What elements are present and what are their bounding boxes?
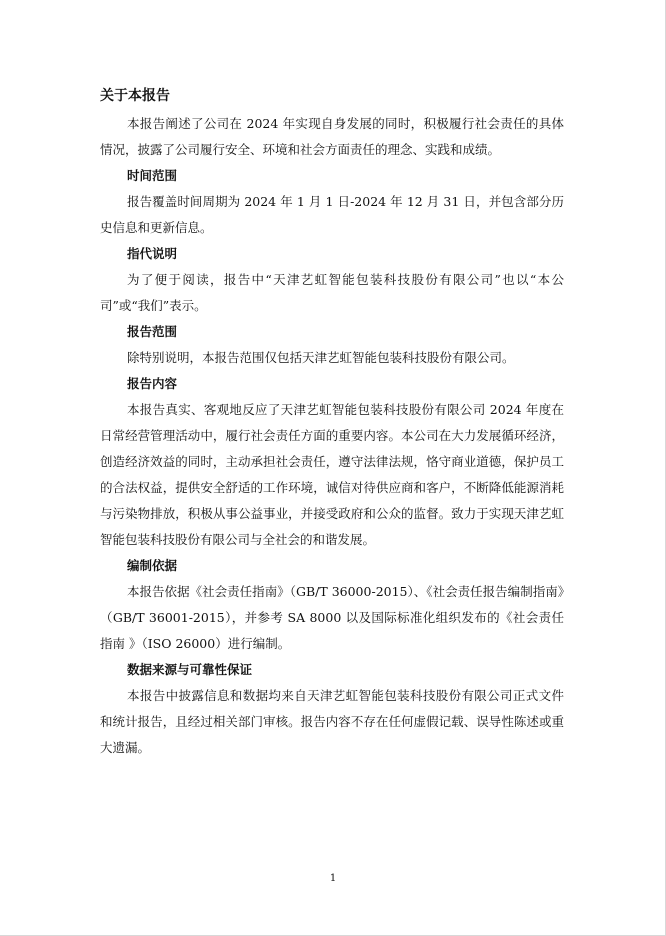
intro-paragraph: 本报告阐述了公司在 2024 年实现自身发展的同时，积极履行社会责任的具体情况，披露了公司履行安全、环境和社会方面责任的理念、实践和成绩。 [100, 116, 564, 157]
report-content [100, 86, 564, 761]
page-number: 1 [329, 873, 337, 884]
section-body-report-scope: 除特别说明，本报告范围仅包括天津艺虹智能包装科技股份有限公司。 [127, 350, 515, 365]
section-body-report-content: 本报告真实、客观地反应了天津艺虹智能包装科技股份有限公司 2024 年度在日常经营管理活动中，履行社会责任方面的重要内容。本公司在大力发展循环经济，创造经济效益的同时，主动承担社会责任，遵守法律法规，恪守商业道德，保护员工的合法权益，提供安全舒适的工作环境，诚信对待供应商和客户，不断降低能源消耗与污染物排放，积极从事公益事业，并接受政府和公众的监督。致力于实现天津艺虹智能包装科技股份有限公司与全社会的和谐发展。 [100, 402, 564, 547]
section-heading-compilation-basis: 编制依据 [127, 558, 178, 573]
section-body-time-range: 报告覆盖时间周期为 2024 年 1 月 1 日-2024 年 12 月 31 日，并包含部分历史信息和更新信息。 [100, 194, 564, 235]
section-body-compilation-basis: 本报告依据《社会责任指南》（GB/T 36000-2015）、《社会责任报告编制指南》（GB/T 36001-2015），并参考 SA 8000 以及国际标准化组织发布的《社会责任指南 》（ISO 26000）进行编制。 [100, 584, 564, 651]
section-body-data-source: 本报告中披露信息和数据均来自天津艺虹智能包装科技股份有限公司正式文件和统计报告，且经过相关部门审核。报告内容不存在任何虚假记载、误导性陈述或重大遗漏。 [100, 688, 564, 755]
section-heading-report-content: 报告内容 [127, 376, 178, 391]
section-heading-report-scope: 报告范围 [127, 324, 178, 339]
section-body-reference: 为了便于阅读，报告中“天津艺虹智能包装科技股份有限公司”也以“本公司”或“我们”表示。 [100, 272, 564, 313]
section-heading-data-source: 数据来源与可靠性保证 [127, 662, 253, 677]
page-title: 关于本报告 [100, 88, 170, 104]
section-heading-time-range: 时间范围 [127, 168, 178, 183]
section-heading-reference: 指代说明 [127, 246, 178, 261]
